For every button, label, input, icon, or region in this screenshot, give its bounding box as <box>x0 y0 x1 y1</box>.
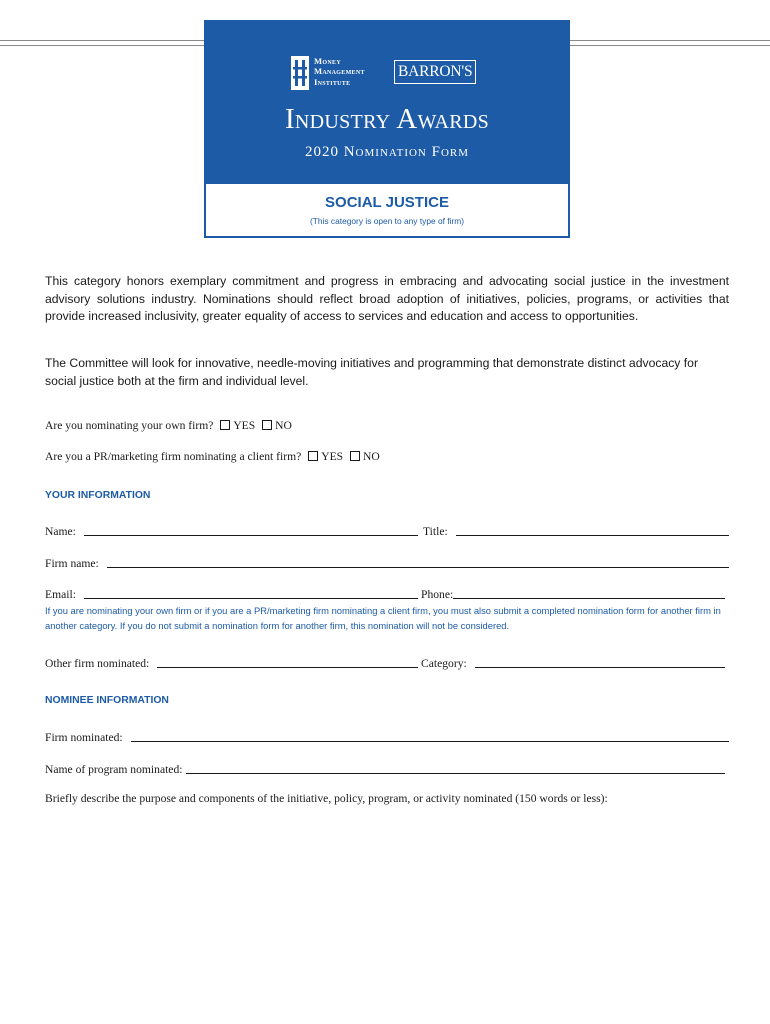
own-firm-question-row <box>45 418 292 434</box>
mmi-logo-icon <box>290 56 310 90</box>
pr-firm-question: Are you a PR/marketing firm nominating a client firm? <box>45 450 302 463</box>
yes-label: YES <box>321 450 344 463</box>
name-input[interactable] <box>84 521 418 536</box>
own-firm-no-checkbox[interactable] <box>262 420 272 430</box>
committee-paragraph: The Committee will look for innovative, needle-moving initiatives and programming that demonstrate distinct advocacy for social justice both at the firm and individual level. <box>45 356 699 388</box>
category-field <box>421 653 725 671</box>
header-banner <box>206 22 568 184</box>
other-category-note: If you are nominating your own firm or if you are a PR/marketing firm nominating a client firm, you must also submit a completed nomination form for another firm in another category. If you do not submit a nomination form for another firm, this nomination will not be considered. <box>45 605 721 631</box>
category-input[interactable] <box>475 653 725 668</box>
title-field <box>423 521 729 539</box>
phone-label: Phone: <box>421 588 454 601</box>
nominee-information-heading: NOMINEE INFORMATION <box>45 695 169 706</box>
description-textarea[interactable] <box>45 815 733 1009</box>
firm-name-input[interactable] <box>107 553 729 568</box>
category-label: Category: <box>421 657 467 670</box>
pr-firm-no-checkbox[interactable] <box>350 451 360 461</box>
barrons-logo: BARRON'S <box>394 60 476 84</box>
category-note: (This category is open to any type of firm) <box>309 216 465 226</box>
program-name-label: Name of program nominated: <box>45 763 183 776</box>
firm-nominated-input[interactable] <box>131 727 729 742</box>
pr-firm-yes-checkbox[interactable] <box>308 451 318 461</box>
title-label: Title: <box>423 525 448 538</box>
yes-label: YES <box>233 419 256 432</box>
other-firm-field <box>45 653 418 671</box>
other-firm-input[interactable] <box>157 653 418 668</box>
form-header <box>204 20 570 238</box>
no-label: NO <box>275 419 292 432</box>
firm-nominated-label: Firm nominated: <box>45 731 123 744</box>
email-input[interactable] <box>84 584 418 599</box>
intro-paragraph: This category honors exemplary commitment and progress in embracing and advocating social justice in the investment advisory solutions industry. Nominations should reflect broad adoption of initiatives, policies, programs, or activities that provide increased inclusivity, greater equality of access to services and education and access to opportunities. <box>45 274 729 324</box>
mmi-logo-line: Money <box>314 56 341 66</box>
phone-field <box>421 584 725 602</box>
mmi-logo-line: Institute <box>314 76 351 87</box>
no-label: NO <box>363 450 380 463</box>
other-firm-label: Other firm nominated: <box>45 657 150 670</box>
describe-prompt: Briefly describe the purpose and components of the initiative, policy, program, or activity nominated (150 words or less): <box>45 792 608 805</box>
email-field <box>45 584 418 602</box>
program-name-field <box>45 759 725 777</box>
email-label: Email: <box>45 588 76 601</box>
your-information-heading: YOUR INFORMATION <box>45 490 151 501</box>
awards-title: Industry Awards <box>284 103 490 135</box>
firm-nominated-field <box>45 727 729 745</box>
own-firm-question: Are you nominating your own firm? <box>45 419 214 432</box>
name-label: Name: <box>45 525 76 538</box>
category-title: SOCIAL JUSTICE <box>325 194 449 211</box>
mmi-logo-text <box>314 56 388 87</box>
awards-subtitle: 2020 Nomination Form <box>304 144 470 160</box>
mmi-logo-line: Management <box>314 66 365 77</box>
firm-name-field <box>45 553 729 571</box>
program-name-input[interactable] <box>186 759 725 774</box>
phone-input[interactable] <box>453 584 725 599</box>
own-firm-yes-checkbox[interactable] <box>220 420 230 430</box>
pr-firm-question-row <box>45 449 380 465</box>
firm-name-label: Firm name: <box>45 557 99 570</box>
title-input[interactable] <box>456 521 729 536</box>
name-field <box>45 521 418 539</box>
logo-row <box>206 56 568 92</box>
